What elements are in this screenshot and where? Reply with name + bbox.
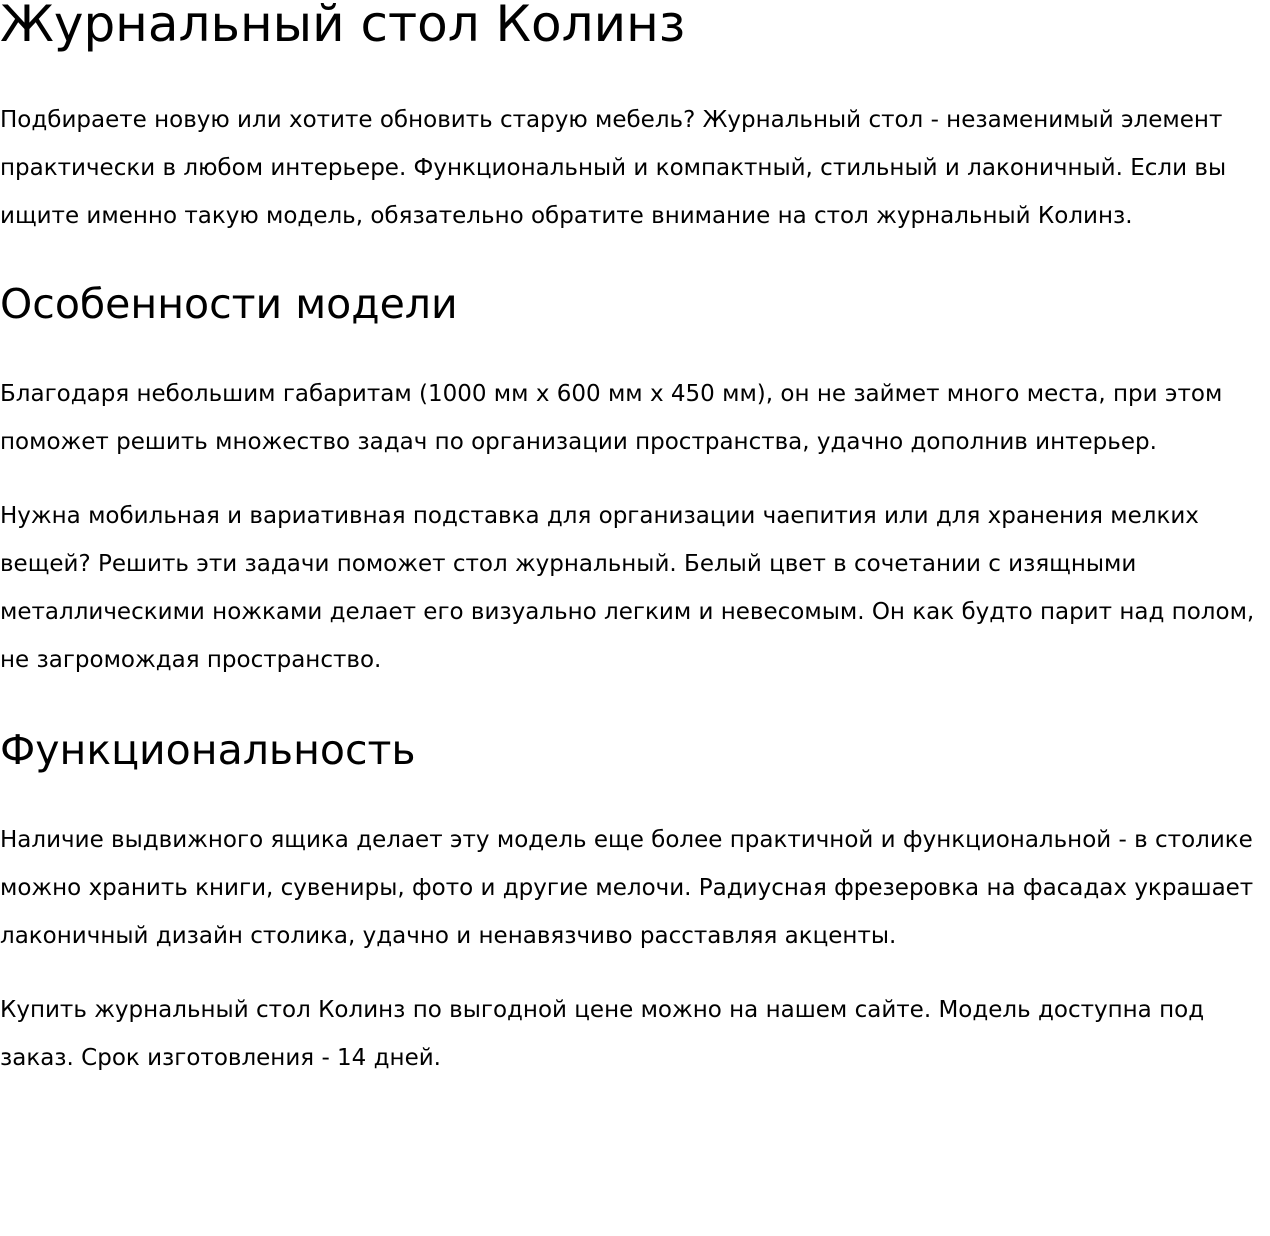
features-heading: Особенности модели	[0, 280, 458, 328]
functionality-paragraph-2: Купить журнальный стол Колинз по выгодной цене можно на нашем сайте. Модель доступна под заказ. Срок изготовления - 14 дней.	[0, 997, 1205, 1071]
intro-paragraph: Подбираете новую или хотите обновить старую мебель? Журнальный стол - незаменимый элемент практически в любом интерьере. Функциональный и компактный, стильный и лаконичный. Если вы ищите именно такую модель, обязательно обратите внимание на стол журнальный Колинз.	[0, 107, 1227, 229]
features-paragraph-2: Нужна мобильная и вариативная подставка для организации чаепития или для хранения мелких вещей? Решить эти задачи поможет стол журнальный. Белый цвет в сочетании с изящными металлическими ножками делает его визуально легким и невесомым. Он как будто парит над полом, не загромождая пространство.	[0, 503, 1255, 673]
functionality-paragraph-1: Наличие выдвижного ящика делает эту модель еще более практичной и функциональной - в столике можно хранить книги, сувениры, фото и другие мелочи. Радиусная фрезеровка на фасадах украшает лаконичный дизайн столика, удачно и ненавязчиво расставляя акценты.	[0, 827, 1254, 949]
features-paragraph-1: Благодаря небольшим габаритам (1000 мм х 600 мм х 450 мм), он не займет много места, при этом поможет решить множество задач по организации пространства, удачно дополнив интерьер.	[0, 381, 1223, 455]
page-title: Журнальный стол Колинз	[0, 0, 686, 53]
functionality-heading: Функциональность	[0, 726, 416, 774]
